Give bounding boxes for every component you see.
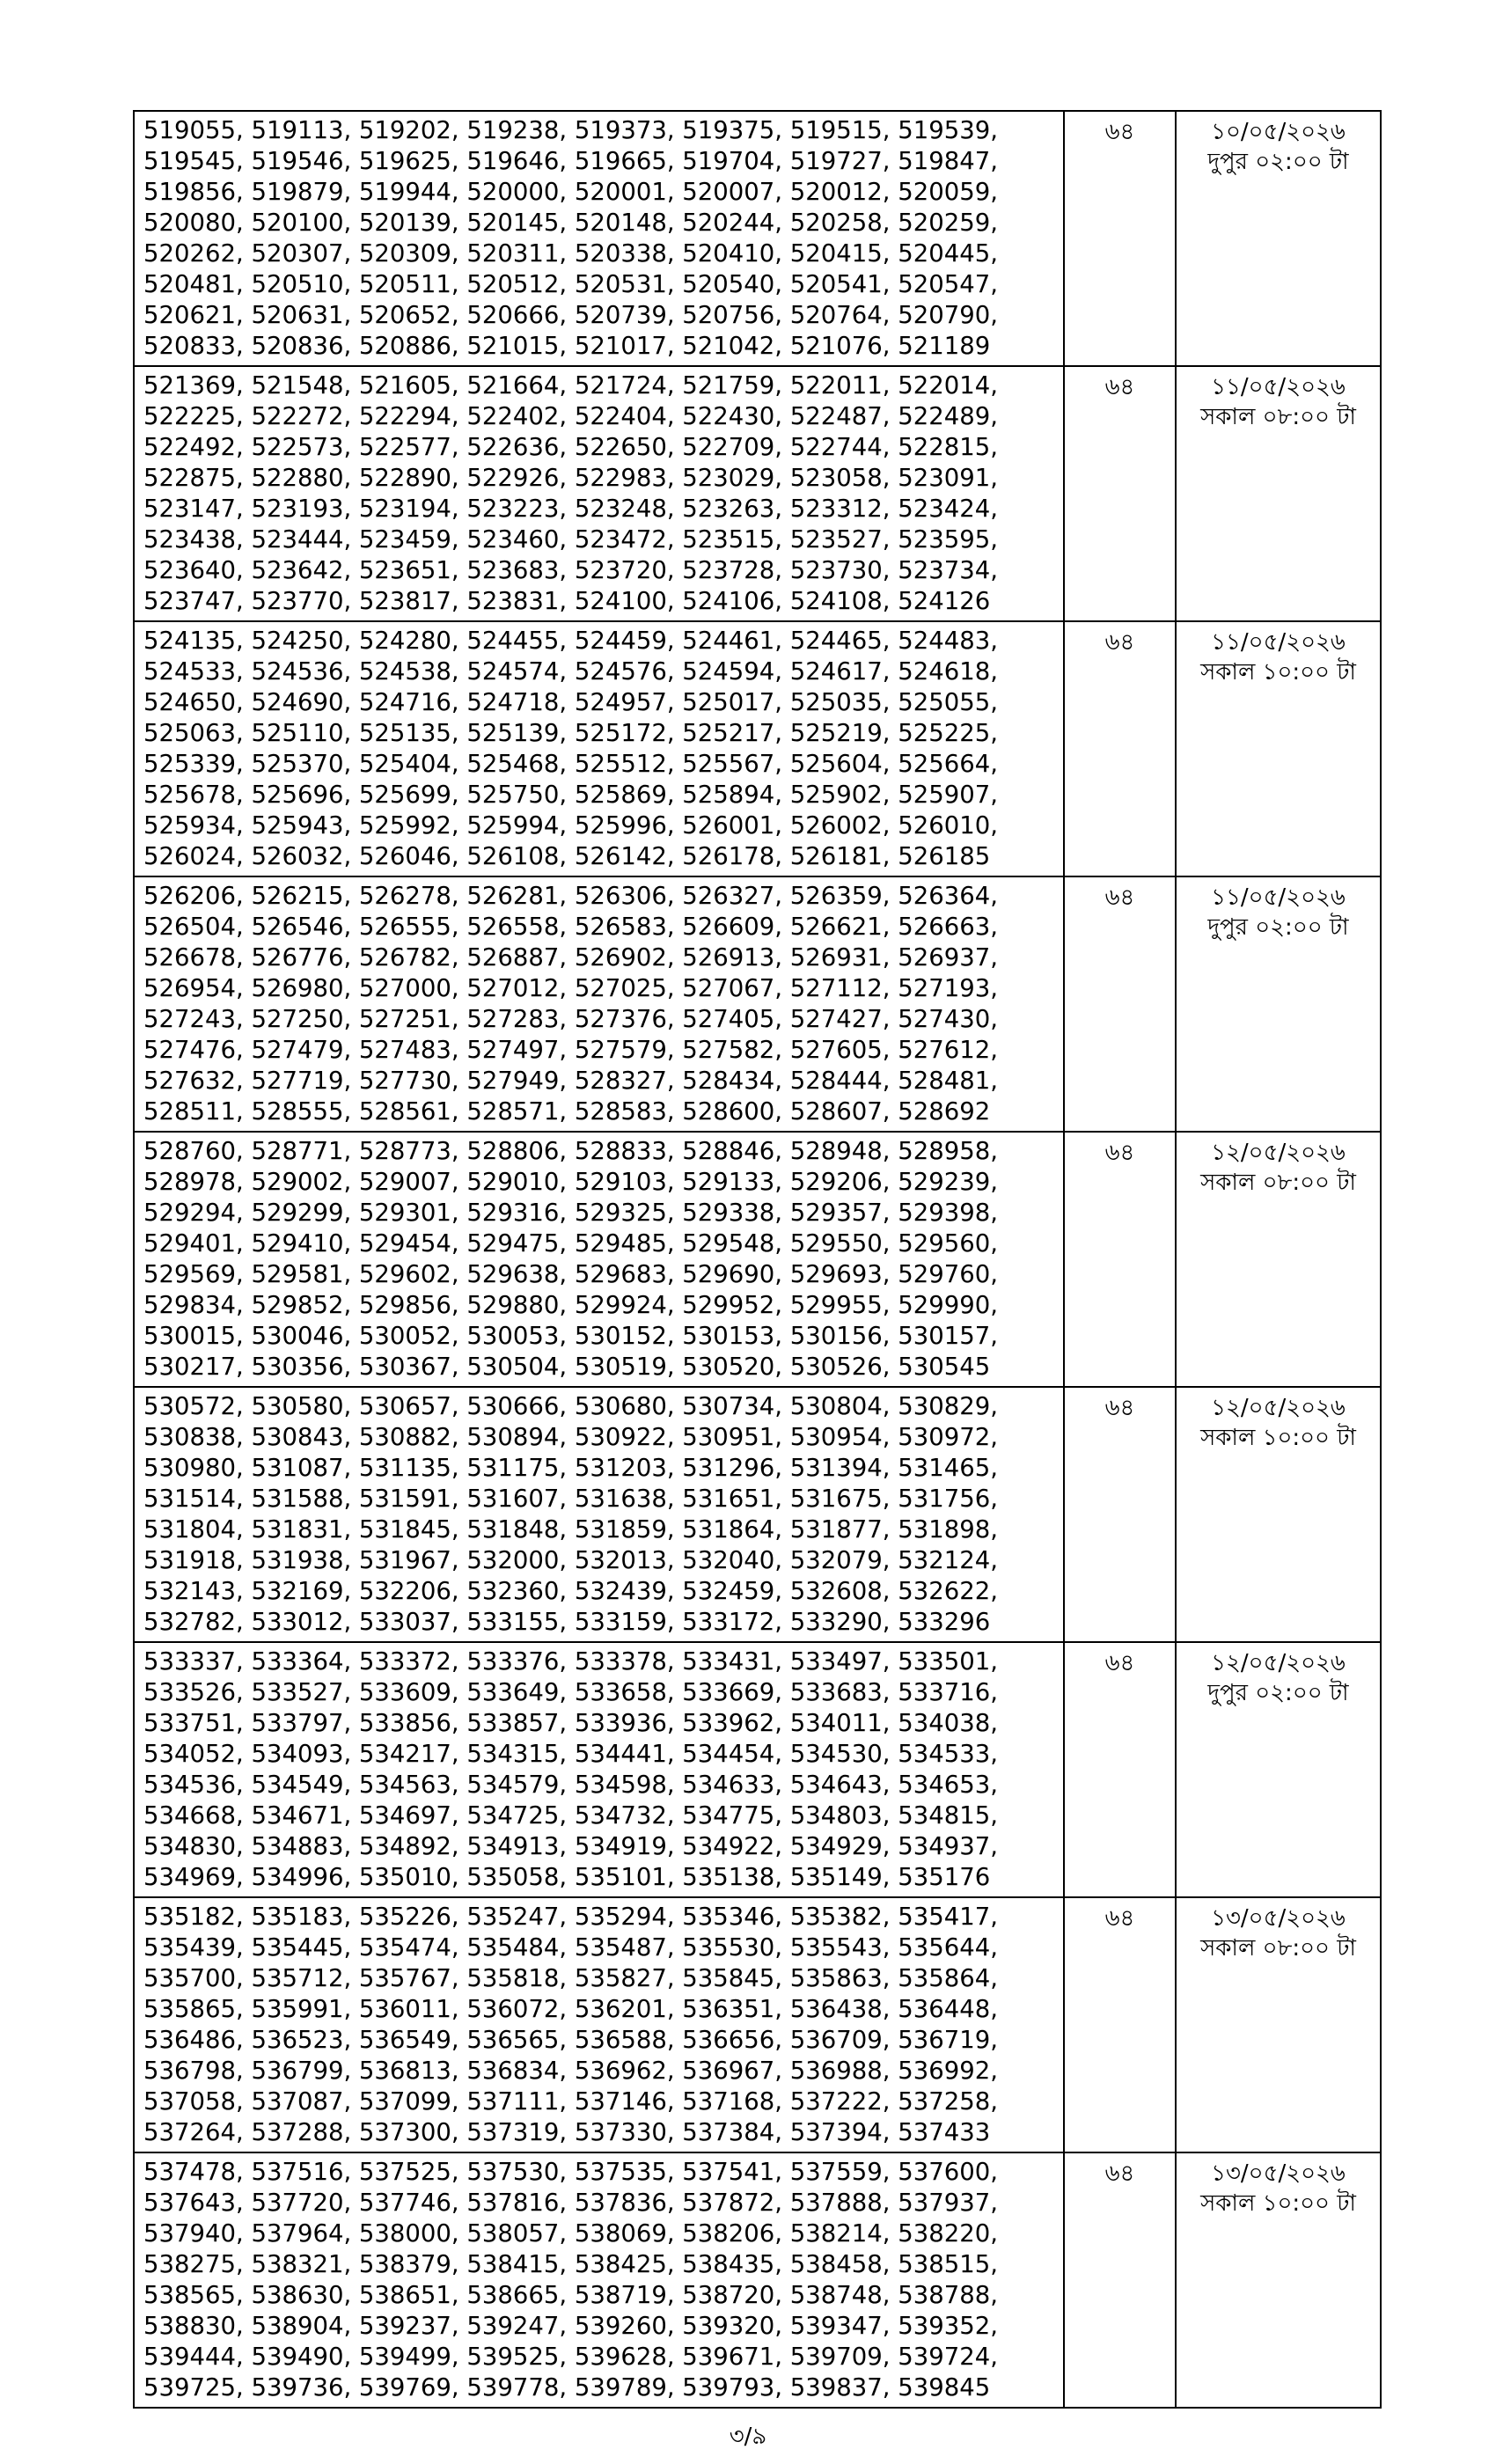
roll-numbers-cell [134, 2152, 1064, 2408]
roll-number-line: 534969, 534996, 535010, 535058, 535101, 535138, 535149, 535176 [143, 1863, 991, 1891]
roll-number-line: 535700, 535712, 535767, 535818, 535827, 535845, 535863, 535864, [143, 1964, 998, 1992]
candidate-count: ৬৪ [1104, 1395, 1135, 1421]
schedule-row [134, 621, 1381, 876]
roll-numbers-cell [134, 1387, 1064, 1642]
roll-number-line: 539725, 539736, 539769, 539778, 539789, 539793, 539837, 539845 [143, 2373, 991, 2402]
roll-number-line: 523747, 523770, 523817, 523831, 524100, 524106, 524108, 524126 [143, 587, 991, 615]
candidate-count-cell [1064, 366, 1176, 621]
schedule-row [134, 111, 1381, 366]
exam-time: দুপুর ০২:০০ টা [1207, 149, 1349, 175]
candidate-count-cell [1064, 621, 1176, 876]
roll-number-line: 522492, 522573, 522577, 522636, 522650, 522709, 522744, 522815, [143, 433, 998, 461]
exam-date: ১১/০৫/২০২৬ [1211, 374, 1346, 400]
roll-number-line: 534668, 534671, 534697, 534725, 534732, 534775, 534803, 534815, [143, 1801, 998, 1830]
roll-number-line: 523438, 523444, 523459, 523460, 523472, 523515, 523527, 523595, [143, 525, 998, 554]
roll-number-line: 522875, 522880, 522890, 522926, 522983, 523029, 523058, 523091, [143, 464, 998, 492]
exam-date: ১২/০৫/২০২৬ [1211, 1650, 1346, 1676]
candidate-count: ৬৪ [1104, 884, 1135, 911]
roll-number-line: 532782, 533012, 533037, 533155, 533159, 533172, 533290, 533296 [143, 1608, 991, 1636]
exam-date: ১২/০৫/২০২৬ [1211, 1395, 1346, 1421]
roll-number-line: 530838, 530843, 530882, 530894, 530922, 530951, 530954, 530972, [143, 1423, 998, 1451]
candidate-count: ৬৪ [1104, 1140, 1135, 1166]
roll-number-line: 531804, 531831, 531845, 531848, 531859, 531864, 531877, 531898, [143, 1515, 998, 1544]
roll-number-line: 526024, 526032, 526046, 526108, 526142, 526178, 526181, 526185 [143, 842, 991, 870]
candidate-count: ৬৪ [1104, 374, 1135, 400]
candidate-count-cell [1064, 2152, 1176, 2408]
roll-number-line: 524135, 524250, 524280, 524455, 524459, 524461, 524465, 524483, [143, 627, 998, 655]
schedule-row [134, 366, 1381, 621]
candidate-count-cell [1064, 1642, 1176, 1897]
roll-number-line: 532143, 532169, 532206, 532360, 532439, 532459, 532608, 532622, [143, 1577, 998, 1605]
exam-datetime-cell [1176, 1132, 1381, 1387]
roll-number-line: 538565, 538630, 538651, 538665, 538719, 538720, 538748, 538788, [143, 2281, 998, 2309]
exam-time: দুপুর ০২:০০ টা [1207, 1680, 1349, 1706]
candidate-count-cell [1064, 1132, 1176, 1387]
roll-number-line: 528511, 528555, 528561, 528571, 528583, 528600, 528607, 528692 [143, 1097, 991, 1126]
roll-number-line: 527243, 527250, 527251, 527283, 527376, 527405, 527427, 527430, [143, 1005, 998, 1033]
roll-number-line: 536798, 536799, 536813, 536834, 536962, 536967, 536988, 536992, [143, 2057, 998, 2085]
roll-numbers-cell [134, 621, 1064, 876]
roll-number-line: 526678, 526776, 526782, 526887, 526902, 526913, 526931, 526937, [143, 943, 998, 972]
exam-date: ১০/০৫/২০২৬ [1211, 119, 1346, 145]
roll-number-line: 533751, 533797, 533856, 533857, 533936, 533962, 534011, 534038, [143, 1709, 998, 1737]
exam-time: সকাল ১০:০০ টা [1200, 2190, 1356, 2217]
roll-number-line: 530015, 530046, 530052, 530053, 530152, 530153, 530156, 530157, [143, 1322, 998, 1350]
exam-date: ১১/০৫/২০২৬ [1211, 629, 1346, 656]
roll-numbers-cell [134, 366, 1064, 621]
roll-number-line: 537478, 537516, 537525, 537530, 537535, 537541, 537559, 537600, [143, 2158, 998, 2186]
exam-time: সকাল ০৮:০০ টা [1200, 1935, 1356, 1962]
roll-number-line: 535439, 535445, 535474, 535484, 535487, 535530, 535543, 535644, [143, 1933, 998, 1962]
schedule-row [134, 1897, 1381, 2152]
roll-number-line: 529401, 529410, 529454, 529475, 529485, 529548, 529550, 529560, [143, 1229, 998, 1258]
candidate-count: ৬৪ [1104, 1650, 1135, 1676]
roll-number-line: 526504, 526546, 526555, 526558, 526583, 526609, 526621, 526663, [143, 913, 998, 941]
roll-number-line: 533337, 533364, 533372, 533376, 533378, 533431, 533497, 533501, [143, 1647, 998, 1676]
roll-number-line: 526954, 526980, 527000, 527012, 527025, 527067, 527112, 527193, [143, 974, 998, 1002]
roll-number-line: 538830, 538904, 539237, 539247, 539260, 539320, 539347, 539352, [143, 2312, 998, 2340]
roll-number-line: 538275, 538321, 538379, 538415, 538425, 538435, 538458, 538515, [143, 2250, 998, 2278]
roll-number-line: 522225, 522272, 522294, 522402, 522404, 522430, 522487, 522489, [143, 402, 998, 430]
roll-number-line: 537058, 537087, 537099, 537111, 537146, 537168, 537222, 537258, [143, 2087, 998, 2116]
roll-number-line: 528760, 528771, 528773, 528806, 528833, 528846, 528948, 528958, [143, 1137, 998, 1165]
roll-numbers-cell [134, 1132, 1064, 1387]
roll-number-line: 534536, 534549, 534563, 534579, 534598, 534633, 534643, 534653, [143, 1771, 998, 1799]
roll-number-line: 520080, 520100, 520139, 520145, 520148, 520244, 520258, 520259, [143, 209, 998, 237]
candidate-count: ৬৪ [1104, 119, 1135, 145]
roll-number-line: 526206, 526215, 526278, 526281, 526306, 526327, 526359, 526364, [143, 882, 998, 910]
roll-number-line: 537643, 537720, 537746, 537816, 537836, 537872, 537888, 537937, [143, 2189, 998, 2217]
roll-number-line: 523147, 523193, 523194, 523223, 523248, 523263, 523312, 523424, [143, 495, 998, 523]
exam-date: ১১/০৫/২০২৬ [1211, 884, 1346, 911]
roll-number-line: 529834, 529852, 529856, 529880, 529924, 529952, 529955, 529990, [143, 1291, 998, 1319]
roll-numbers-cell [134, 876, 1064, 1132]
schedule-row [134, 1387, 1381, 1642]
roll-number-line: 519055, 519113, 519202, 519238, 519373, 519375, 519515, 519539, [143, 116, 998, 144]
candidate-count-cell [1064, 1897, 1176, 2152]
candidate-count: ৬৪ [1104, 2160, 1135, 2187]
roll-number-line: 520621, 520631, 520652, 520666, 520739, 520756, 520764, 520790, [143, 301, 998, 329]
roll-number-line: 529294, 529299, 529301, 529316, 529325, 529338, 529357, 529398, [143, 1199, 998, 1227]
roll-number-line: 521369, 521548, 521605, 521664, 521724, 521759, 522011, 522014, [143, 371, 998, 400]
exam-schedule-table [133, 110, 1382, 2409]
schedule-row [134, 2152, 1381, 2408]
roll-number-line: 523640, 523642, 523651, 523683, 523720, 523728, 523730, 523734, [143, 556, 998, 584]
roll-number-line: 525063, 525110, 525135, 525139, 525172, 525217, 525219, 525225, [143, 719, 998, 747]
exam-time: সকাল ১০:০০ টা [1200, 1425, 1356, 1451]
roll-number-line: 525678, 525696, 525699, 525750, 525869, 525894, 525902, 525907, [143, 781, 998, 809]
roll-number-line: 529569, 529581, 529602, 529638, 529683, 529690, 529693, 529760, [143, 1260, 998, 1288]
roll-number-line: 527476, 527479, 527483, 527497, 527579, 527582, 527605, 527612, [143, 1036, 998, 1064]
roll-number-line: 530980, 531087, 531135, 531175, 531203, 531296, 531394, 531465, [143, 1454, 998, 1482]
exam-datetime-cell [1176, 111, 1381, 366]
schedule-body [134, 111, 1381, 2408]
candidate-count-cell [1064, 111, 1176, 366]
exam-time: সকাল ১০:০০ টা [1200, 659, 1356, 686]
exam-time: দুপুর ০২:০০ টা [1207, 914, 1349, 941]
candidate-count: ৬৪ [1104, 629, 1135, 656]
exam-datetime-cell [1176, 1642, 1381, 1897]
roll-number-line: 539444, 539490, 539499, 539525, 539628, 539671, 539709, 539724, [143, 2343, 998, 2371]
roll-number-line: 535182, 535183, 535226, 535247, 535294, 535346, 535382, 535417, [143, 1903, 998, 1931]
exam-datetime-cell [1176, 1897, 1381, 2152]
roll-numbers-cell [134, 1642, 1064, 1897]
exam-time: সকাল ০৮:০০ টা [1200, 1170, 1356, 1196]
roll-number-line: 519545, 519546, 519625, 519646, 519665, 519704, 519727, 519847, [143, 147, 998, 175]
candidate-count: ৬৪ [1104, 1905, 1135, 1932]
roll-number-line: 519856, 519879, 519944, 520000, 520001, 520007, 520012, 520059, [143, 178, 998, 206]
exam-time: সকাল ০৮:০০ টা [1200, 404, 1356, 430]
roll-number-line: 527632, 527719, 527730, 527949, 528327, 528434, 528444, 528481, [143, 1067, 998, 1095]
exam-datetime-cell [1176, 2152, 1381, 2408]
roll-number-line: 534052, 534093, 534217, 534315, 534441, 534454, 534530, 534533, [143, 1740, 998, 1768]
roll-numbers-cell [134, 111, 1064, 366]
roll-number-line: 524533, 524536, 524538, 524574, 524576, 524594, 524617, 524618, [143, 657, 998, 686]
roll-number-line: 530217, 530356, 530367, 530504, 530519, 530520, 530526, 530545 [143, 1353, 991, 1381]
exam-datetime-cell [1176, 876, 1381, 1132]
candidate-count-cell [1064, 1387, 1176, 1642]
candidate-count-cell [1064, 876, 1176, 1132]
roll-number-line: 534830, 534883, 534892, 534913, 534919, 534922, 534929, 534937, [143, 1832, 998, 1860]
roll-number-line: 525934, 525943, 525992, 525994, 525996, 526001, 526002, 526010, [143, 811, 998, 840]
roll-numbers-cell [134, 1897, 1064, 2152]
roll-number-line: 533526, 533527, 533609, 533649, 533658, 533669, 533683, 533716, [143, 1678, 998, 1706]
roll-number-line: 520262, 520307, 520309, 520311, 520338, 520410, 520415, 520445, [143, 239, 998, 268]
roll-number-line: 520481, 520510, 520511, 520512, 520531, 520540, 520541, 520547, [143, 270, 998, 298]
schedule-row [134, 1132, 1381, 1387]
schedule-row [134, 876, 1381, 1132]
roll-number-line: 520833, 520836, 520886, 521015, 521017, 521042, 521076, 521189 [143, 332, 991, 360]
roll-number-line: 530572, 530580, 530657, 530666, 530680, 530734, 530804, 530829, [143, 1392, 998, 1420]
exam-date: ১৩/০৫/২০২৬ [1211, 1905, 1346, 1932]
page-number: ৩/৯ [729, 2424, 767, 2450]
exam-date: ১৩/০৫/২০২৬ [1211, 2160, 1346, 2187]
roll-number-line: 528978, 529002, 529007, 529010, 529103, 529133, 529206, 529239, [143, 1168, 998, 1196]
roll-number-line: 536486, 536523, 536549, 536565, 536588, 536656, 536709, 536719, [143, 2026, 998, 2054]
roll-number-line: 535865, 535991, 536011, 536072, 536201, 536351, 536438, 536448, [143, 1995, 998, 2023]
exam-datetime-cell [1176, 366, 1381, 621]
roll-number-line: 531514, 531588, 531591, 531607, 531638, 531651, 531675, 531756, [143, 1485, 998, 1513]
roll-number-line: 531918, 531938, 531967, 532000, 532013, 532040, 532079, 532124, [143, 1546, 998, 1574]
exam-date: ১২/০৫/২০২৬ [1211, 1140, 1346, 1166]
roll-number-line: 537940, 537964, 538000, 538057, 538069, 538206, 538214, 538220, [143, 2219, 998, 2248]
roll-number-line: 524650, 524690, 524716, 524718, 524957, 525017, 525035, 525055, [143, 688, 998, 716]
exam-datetime-cell [1176, 621, 1381, 876]
roll-number-line: 525339, 525370, 525404, 525468, 525512, 525567, 525604, 525664, [143, 750, 998, 778]
schedule-row [134, 1642, 1381, 1897]
roll-number-line: 537264, 537288, 537300, 537319, 537330, 537384, 537394, 537433 [143, 2118, 991, 2146]
exam-datetime-cell [1176, 1387, 1381, 1642]
